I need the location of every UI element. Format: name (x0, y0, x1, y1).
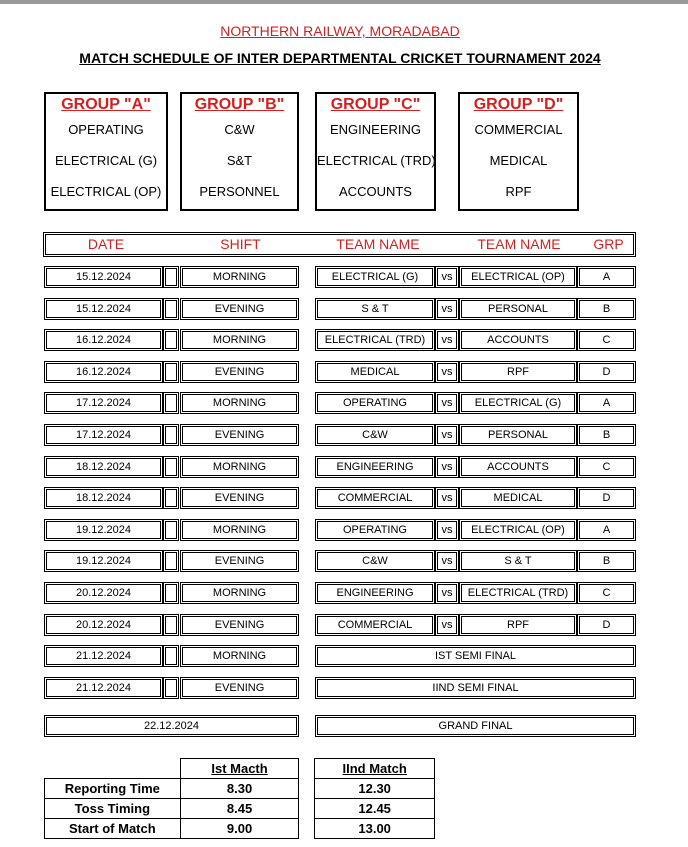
match-group: C (577, 329, 636, 351)
group-team: MEDICAL (489, 153, 548, 168)
match-shift: MORNING (180, 392, 299, 414)
timings-m2: 12.45 (315, 799, 435, 819)
spacer-cell (163, 329, 179, 351)
semi-label: IST SEMI FINAL (315, 645, 636, 667)
group-team: ACCOUNTS (339, 184, 412, 199)
match-shift: MORNING (180, 266, 299, 288)
group-team: ELECTRICAL (OP) (50, 184, 162, 199)
match-team1: ENGINEERING (315, 456, 435, 478)
vs-label: vs (435, 614, 459, 636)
vs-label: vs (435, 487, 459, 509)
match-team1: COMMERCIAL (315, 614, 435, 636)
group-d-box (458, 92, 579, 211)
vs-label: vs (435, 298, 459, 320)
match-group: A (577, 266, 636, 288)
match-shift: EVENING (180, 298, 299, 320)
top-border (0, 0, 688, 4)
group-b-box (180, 92, 299, 211)
col-grp: GRP (593, 236, 624, 252)
spacer-cell (163, 582, 179, 604)
group-a-box (44, 92, 168, 211)
match-shift: MORNING (180, 582, 299, 604)
vs-label: vs (435, 582, 459, 604)
semi-shift: EVENING (180, 677, 299, 699)
group-team: ELECTRICAL (G) (54, 153, 158, 168)
timings-corner (45, 759, 181, 779)
col-team1: TEAM NAME (336, 236, 420, 252)
match-date: 16.12.2024 (44, 361, 163, 383)
match-date: 15.12.2024 (44, 266, 163, 288)
match-team2: PERSONAL (459, 424, 577, 446)
match-date: 18.12.2024 (44, 487, 163, 509)
group-c-box (315, 92, 436, 211)
group-team: ENGINEERING (329, 122, 421, 137)
match-team1: ELECTRICAL (G) (315, 266, 435, 288)
match-date: 20.12.2024 (44, 582, 163, 604)
match-date: 19.12.2024 (44, 519, 163, 541)
timings-label: Start of Match (45, 819, 181, 839)
timings-col2: IInd Match (315, 759, 435, 779)
spacer-cell (163, 519, 179, 541)
group-team: OPERATING (68, 122, 144, 137)
final-label: GRAND FINAL (315, 715, 636, 737)
vs-label: vs (435, 266, 459, 288)
vs-label: vs (435, 550, 459, 572)
semi-shift: MORNING (180, 645, 299, 667)
match-team2: MEDICAL (459, 487, 577, 509)
spacer-cell (163, 614, 179, 636)
match-team2: ACCOUNTS (459, 329, 577, 351)
group-heading: GROUP "A" (61, 96, 151, 113)
spacer-cell (163, 392, 179, 414)
vs-label: vs (435, 361, 459, 383)
group-team: S&T (226, 153, 253, 168)
spacer-cell (163, 677, 179, 699)
group-team: C&W (224, 122, 255, 137)
col-date: DATE (87, 236, 125, 252)
match-team2: S & T (459, 550, 577, 572)
match-team2: ELECTRICAL (G) (459, 392, 577, 414)
match-group: B (577, 424, 636, 446)
spacer-cell (163, 645, 179, 667)
spacer-cell (163, 266, 179, 288)
match-shift: EVENING (180, 424, 299, 446)
match-group: C (577, 456, 636, 478)
semi-date: 21.12.2024 (44, 645, 163, 667)
timings-gap (299, 779, 315, 799)
match-shift: MORNING (180, 519, 299, 541)
timings-label: Reporting Time (45, 779, 181, 799)
match-date: 18.12.2024 (44, 456, 163, 478)
match-team2: ELECTRICAL (OP) (459, 519, 577, 541)
timings-label: Toss Timing (45, 799, 181, 819)
match-shift: MORNING (180, 329, 299, 351)
semi-label: IIND SEMI FINAL (315, 677, 636, 699)
timings-m2: 13.00 (315, 819, 435, 839)
document-title: MATCH SCHEDULE OF INTER DEPARTMENTAL CRICKET TOURNAMENT 2024 (79, 50, 601, 66)
match-team1: COMMERCIAL (315, 487, 435, 509)
match-team2: PERSONAL (459, 298, 577, 320)
match-team2: ELECTRICAL (TRD) (459, 582, 577, 604)
timings-gap (299, 759, 315, 779)
match-group: D (577, 614, 636, 636)
match-team1: S & T (315, 298, 435, 320)
group-heading: GROUP "C" (330, 96, 421, 113)
group-team: COMMERCIAL (474, 122, 563, 137)
schedule-header (43, 232, 636, 257)
match-team1: OPERATING (315, 519, 435, 541)
match-shift: EVENING (180, 550, 299, 572)
match-date: 17.12.2024 (44, 392, 163, 414)
semi-date: 21.12.2024 (44, 677, 163, 699)
timings-m1: 8.30 (180, 779, 299, 799)
spacer-cell (163, 424, 179, 446)
timings-col1: Ist Macth (180, 759, 299, 779)
match-team1: C&W (315, 424, 435, 446)
timings-m2: 12.30 (315, 779, 435, 799)
match-group: D (577, 487, 636, 509)
match-team2: ACCOUNTS (459, 456, 577, 478)
match-team2: RPF (459, 361, 577, 383)
vs-label: vs (435, 392, 459, 414)
col-team2: TEAM NAME (477, 236, 561, 252)
group-team: ELECTRICAL (TRD) (317, 153, 436, 168)
match-group: C (577, 582, 636, 604)
match-date: 15.12.2024 (44, 298, 163, 320)
timings-gap (299, 799, 315, 819)
match-group: D (577, 361, 636, 383)
timings-table (44, 758, 435, 839)
match-team1: OPERATING (315, 392, 435, 414)
timings-row (45, 779, 435, 799)
spacer-cell (163, 361, 179, 383)
spacer-cell (163, 456, 179, 478)
match-date: 19.12.2024 (44, 550, 163, 572)
match-team1: ELECTRICAL (TRD) (315, 329, 435, 351)
timings-row (45, 799, 435, 819)
group-team: PERSONNEL (199, 184, 280, 199)
match-date: 17.12.2024 (44, 424, 163, 446)
timings-header-row (45, 759, 435, 779)
match-group: A (577, 519, 636, 541)
org-title: NORTHERN RAILWAY, MORADABAD (220, 23, 460, 39)
spacer-cell (163, 298, 179, 320)
vs-label: vs (435, 424, 459, 446)
match-group: A (577, 392, 636, 414)
group-heading: GROUP "B" (194, 96, 285, 113)
match-shift: EVENING (180, 361, 299, 383)
match-shift: EVENING (180, 614, 299, 636)
group-team: RPF (505, 184, 532, 199)
timings-row (45, 819, 435, 839)
col-shift: SHIFT (220, 236, 261, 252)
final-date: 22.12.2024 (44, 715, 299, 737)
timings-m1: 8.45 (180, 799, 299, 819)
match-team2: RPF (459, 614, 577, 636)
match-date: 16.12.2024 (44, 329, 163, 351)
match-group: B (577, 298, 636, 320)
match-team2: ELECTRICAL (OP) (459, 266, 577, 288)
vs-label: vs (435, 329, 459, 351)
match-shift: EVENING (180, 487, 299, 509)
vs-label: vs (435, 519, 459, 541)
vs-label: vs (435, 456, 459, 478)
group-heading: GROUP "D" (473, 96, 564, 113)
match-date: 20.12.2024 (44, 614, 163, 636)
timings-gap (299, 819, 315, 839)
match-group: B (577, 550, 636, 572)
spacer-cell (163, 550, 179, 572)
match-team1: ENGINEERING (315, 582, 435, 604)
spacer-cell (163, 487, 179, 509)
timings-m1: 9.00 (180, 819, 299, 839)
match-shift: MORNING (180, 456, 299, 478)
match-team1: MEDICAL (315, 361, 435, 383)
match-team1: C&W (315, 550, 435, 572)
